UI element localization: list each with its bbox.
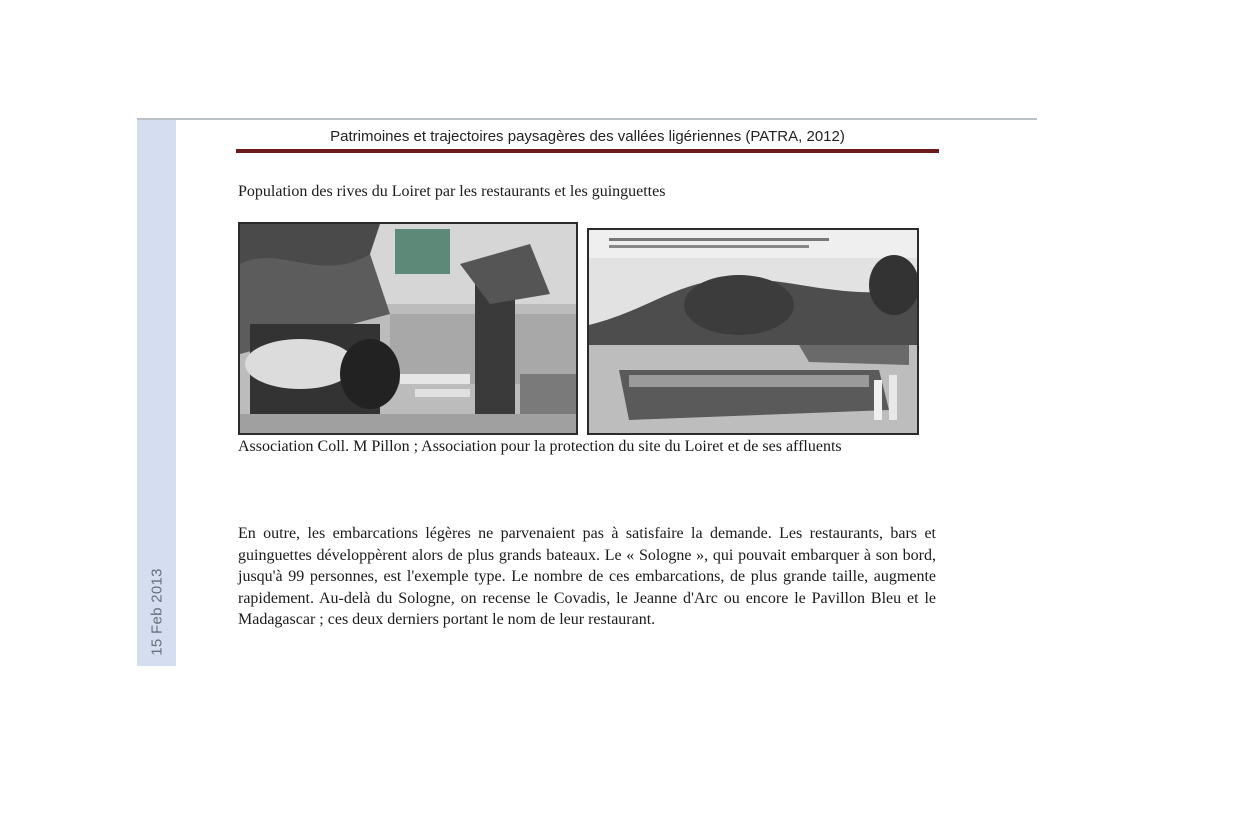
postcard-photo-restaurant: [238, 222, 578, 435]
postcard-photo-restaurant-image: [240, 224, 576, 433]
figure-caption: Association Coll. M Pillon ; Association pour la protection du site du Loiret et de ses affluents: [238, 438, 842, 455]
page-top-border: [137, 118, 1037, 120]
header-rule: [236, 149, 939, 153]
section-title: Population des rives du Loiret par les restaurants et les guinguettes: [238, 183, 666, 200]
body-paragraph: En outre, les embarcations légères ne parvenaient pas à satisfaire la demande. Les restaurants, bars et guinguettes développèrent alors de plus grands bateaux. Le « Sologne », qui pouvait embarquer à son bord, jusqu'à 99 personnes, est l'exemple type. Le nombre de ces embarcations, de plus grande taille, augmente rapidement. Au-delà du Sologne, on recense le Covadis, le Jeanne d'Arc ou encore le Pavillon Bleu et le Madagascar ; ces deux derniers portant le nom de leur restaurant.: [238, 525, 936, 628]
postcard-photo-boats-image: [589, 230, 917, 433]
side-date-label: 15 Feb 2013: [148, 568, 166, 656]
running-header: Patrimoines et trajectoires paysagères des vallées ligériennes (PATRA, 2012): [330, 128, 845, 145]
postcard-photo-boats: [587, 228, 919, 435]
